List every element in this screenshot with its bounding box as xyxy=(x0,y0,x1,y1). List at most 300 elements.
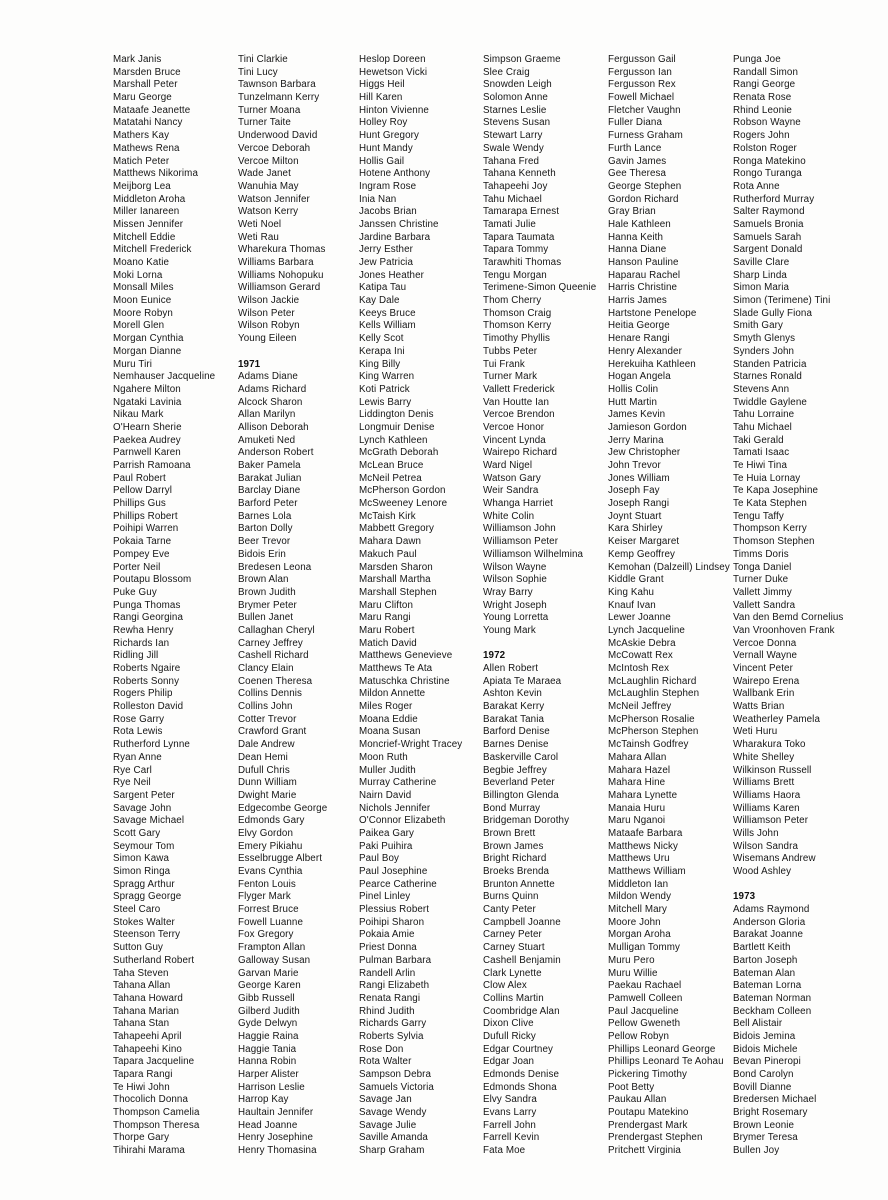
person-name: Poihipi Warren xyxy=(113,523,179,535)
person-name: McIntosh Rex xyxy=(608,663,670,674)
person-name: Dixon Clive xyxy=(483,1018,534,1030)
person-name: Poot Betty xyxy=(608,1081,655,1093)
person-name: Barakat Tania xyxy=(483,713,545,725)
person-name: Maru George xyxy=(113,92,172,104)
person-name: Rangi George xyxy=(733,79,796,91)
person-name: Tahana Kenneth xyxy=(483,168,556,180)
person-name: Matthews William xyxy=(608,866,686,877)
person-name: Vincent Peter xyxy=(733,663,793,674)
person-name: Starnes Ronald xyxy=(733,371,802,383)
person-name: Kara Shirley xyxy=(608,523,663,535)
person-name: McTainsh Godfrey xyxy=(608,739,689,751)
person-name: Lynch Jacqueline xyxy=(608,624,685,636)
person-name: Bateman Alan xyxy=(733,967,796,979)
person-name: Slee Craig xyxy=(483,66,530,78)
person-name: Nikau Mark xyxy=(113,409,164,421)
person-name: Head Joanne xyxy=(238,1119,298,1131)
person-name: Matatahi Nancy xyxy=(113,117,183,129)
person-name: Sharp Linda xyxy=(733,269,787,281)
person-name: McPherson Stephen xyxy=(608,726,699,738)
person-name: Knauf Ivan xyxy=(608,599,656,611)
person-name: Thompson Theresa xyxy=(113,1119,200,1131)
person-name: Hanna Diane xyxy=(608,244,667,256)
person-name: Jacobs Brian xyxy=(359,206,417,218)
person-name: Williamson Wilhelmina xyxy=(483,548,584,560)
person-name: Wharekura Thomas xyxy=(238,244,326,256)
person-name: Harper Alister xyxy=(238,1069,299,1080)
person-name: Ward Nigel xyxy=(483,460,533,471)
person-name: Brunton Annette xyxy=(483,878,555,890)
person-name: Synders John xyxy=(733,345,795,357)
person-name: Rongo Turanga xyxy=(733,168,802,180)
person-name: Rogers Philip xyxy=(113,688,173,700)
person-name: Lewis Barry xyxy=(359,396,412,408)
person-name: Edgar Courtney xyxy=(483,1043,554,1055)
person-name: Keiser Margaret xyxy=(608,536,680,548)
person-name: Pamwell Colleen xyxy=(608,992,683,1004)
person-name: Muru Tiri xyxy=(113,358,153,370)
person-name: Garvan Marie xyxy=(238,967,299,979)
person-name: Tahu Michael xyxy=(483,193,542,205)
person-name: Barakat Kerry xyxy=(483,701,545,713)
year-header: 1973 xyxy=(733,891,756,903)
person-name: Joseph Rangi xyxy=(608,498,670,510)
person-name: Henry Josephine xyxy=(238,1132,314,1144)
person-name: Pellow Darryl xyxy=(113,485,173,497)
person-name: Tahana Allan xyxy=(113,980,171,992)
person-name: Muru Pero xyxy=(608,954,655,966)
person-name: Simpson Graeme xyxy=(483,54,561,65)
name-column-6 xyxy=(733,54,883,1158)
person-name: Priest Donna xyxy=(359,942,417,954)
person-name: Williams Brett xyxy=(733,777,795,789)
person-name: Pearce Catherine xyxy=(359,878,437,890)
person-name: Ngataki Lavinia xyxy=(113,396,182,408)
person-name: Rose Garry xyxy=(113,713,165,725)
person-name: Marshall Martha xyxy=(359,574,431,586)
person-name: Salter Raymond xyxy=(733,206,805,218)
person-name: Ryan Anne xyxy=(113,751,162,763)
person-name: Bright Richard xyxy=(483,853,547,865)
person-name: Beckham Colleen xyxy=(733,1005,812,1017)
person-name: Sutherland Robert xyxy=(113,954,195,966)
person-name: Rangi Elizabeth xyxy=(359,980,430,992)
person-name: Liddington Denis xyxy=(359,409,434,421)
person-name: Brymer Peter xyxy=(238,599,297,611)
person-name: Solomon Anne xyxy=(483,92,548,104)
person-name: Ingram Rose xyxy=(359,180,417,192)
person-name: Allen Robert xyxy=(483,663,539,674)
person-name: Starnes Leslie xyxy=(483,104,547,116)
person-name: Dufull Ricky xyxy=(483,1030,536,1042)
person-name: Nemhauser Jacqueline xyxy=(113,371,216,383)
person-name: Fergusson Ian xyxy=(608,66,672,78)
person-name: Hartstone Penelope xyxy=(608,307,697,319)
person-name: Mildon Annette xyxy=(359,688,426,700)
person-name: O'Connor Elizabeth xyxy=(359,815,446,827)
person-name: Roberts Sonny xyxy=(113,675,180,687)
person-name: Hollis Colin xyxy=(608,383,659,395)
person-name: Bell Alistair xyxy=(733,1018,783,1030)
person-name: Jardine Barbara xyxy=(359,231,431,243)
person-name: Robson Wayne xyxy=(733,117,801,129)
year-header: 1971 xyxy=(238,358,261,370)
person-name: Matthews Nicky xyxy=(608,840,678,852)
person-name: Bredersen Michael xyxy=(733,1094,817,1106)
person-name: Mulligan Tommy xyxy=(608,942,680,954)
person-name: Allison Deborah xyxy=(238,421,309,433)
person-name: Samuels Sarah xyxy=(733,231,802,243)
person-name: Weatherley Pamela xyxy=(733,713,821,725)
person-name: Farrell Kevin xyxy=(483,1132,540,1144)
person-name: Scott Gary xyxy=(113,827,161,839)
person-name: Collins John xyxy=(238,701,293,713)
person-name: Moore John xyxy=(608,916,661,928)
person-name: Wilkinson Russell xyxy=(733,764,812,776)
year-header: 1972 xyxy=(483,650,506,662)
person-name: Ronga Matekino xyxy=(733,155,806,167)
person-name: Roberts Ngaire xyxy=(113,663,181,674)
person-name: Rutherford Lynne xyxy=(113,739,190,751)
person-name: Barakat Joanne xyxy=(733,929,804,941)
person-name: O'Hearn Sherie xyxy=(113,421,182,433)
person-name: Watson Jennifer xyxy=(238,193,310,205)
person-name: Punga Joe xyxy=(733,54,781,65)
person-name: Watts Brian xyxy=(733,701,785,713)
person-name: Carney Peter xyxy=(483,929,542,941)
person-name: Wanuhia May xyxy=(238,180,299,192)
person-name: Taha Steven xyxy=(113,967,169,979)
person-name: Rye Neil xyxy=(113,777,151,789)
person-name: Matthews Uru xyxy=(608,853,670,865)
person-name: Kerapa Ini xyxy=(359,345,405,357)
person-name: Marsden Sharon xyxy=(359,561,433,573)
person-name: Williams Barbara xyxy=(238,257,314,268)
person-name: Sargent Donald xyxy=(733,244,803,256)
person-name: Lynch Kathleen xyxy=(359,434,428,446)
person-name: Collins Martin xyxy=(483,992,544,1004)
person-name: Edmonds Denise xyxy=(483,1069,560,1080)
person-name: Gordon Richard xyxy=(608,193,679,205)
person-name: Stevens Susan xyxy=(483,117,551,129)
person-name: Tahana Marian xyxy=(113,1005,180,1017)
person-name: Broeks Brenda xyxy=(483,866,550,877)
person-name: Stevens Ann xyxy=(733,383,790,395)
person-name: Steenson Terry xyxy=(113,929,181,941)
person-name: Randall Simon xyxy=(733,66,799,78)
person-name: Heitia George xyxy=(608,320,670,332)
person-name: Tawnson Barbara xyxy=(238,79,316,91)
person-name: Moore Robyn xyxy=(113,307,173,319)
name-column-4 xyxy=(483,54,608,1158)
person-name: Hollis Gail xyxy=(359,155,405,167)
person-name: Wilson Sandra xyxy=(733,840,799,852)
person-name: Bredesen Leona xyxy=(238,561,312,573)
person-name: Heslop Doreen xyxy=(359,54,426,65)
person-name: Mataafe Barbara xyxy=(608,827,683,839)
person-name: Matthews Genevieve xyxy=(359,650,453,662)
person-name: Sargent Peter xyxy=(113,789,175,801)
person-name: Tahana Fred xyxy=(483,155,540,167)
person-name: Samuels Bronia xyxy=(733,218,804,230)
person-name: Turner Taite xyxy=(238,117,291,129)
person-name: Twiddle Gaylene xyxy=(733,396,807,408)
person-name: Furth Lance xyxy=(608,142,662,154)
person-name: Paul Josephine xyxy=(359,866,428,877)
person-name: Tahapeehi Kino xyxy=(113,1043,182,1055)
person-name: Ngahere Milton xyxy=(113,383,181,395)
person-name: Van Houtte Ian xyxy=(483,396,550,408)
person-name: Vercoe Milton xyxy=(238,155,299,167)
person-name: Gilberd Judith xyxy=(238,1005,300,1017)
person-name: Hill Karen xyxy=(359,92,403,104)
person-name: McSweeney Lenore xyxy=(359,498,448,510)
person-name: Phillips Gus xyxy=(113,498,166,510)
person-name: Smith Gary xyxy=(733,320,783,332)
person-name: Harris Christine xyxy=(608,282,678,294)
person-name: Middleton Aroha xyxy=(113,193,186,205)
person-name: Gibb Russell xyxy=(238,992,295,1004)
person-name: Savage Jan xyxy=(359,1094,412,1106)
person-name: Cashell Benjamin xyxy=(483,954,561,966)
person-name: Williams Nohopuku xyxy=(238,269,324,281)
person-name: Ridling Jill xyxy=(113,650,159,662)
person-name: Barton Joseph xyxy=(733,954,798,966)
person-name: Prendergast Mark xyxy=(608,1119,688,1131)
person-name: Renata Rangi xyxy=(359,992,421,1004)
person-name: Richards Ian xyxy=(113,637,170,649)
person-name: Turner Duke xyxy=(733,574,789,586)
person-name: Galloway Susan xyxy=(238,954,311,966)
person-name: Williams Haora xyxy=(733,789,801,801)
person-name: Lewer Joanne xyxy=(608,612,671,624)
person-name: Mitchell Eddie xyxy=(113,231,176,243)
person-name: Gray Brian xyxy=(608,206,656,218)
person-name: Tahapeehi April xyxy=(113,1030,182,1042)
person-name: Jamieson Gordon xyxy=(608,421,687,433)
person-name: Jerry Marina xyxy=(608,434,664,446)
person-name: Timothy Phyllis xyxy=(483,333,551,345)
person-name: Wisemans Andrew xyxy=(733,853,816,865)
person-name: Hale Kathleen xyxy=(608,218,671,230)
person-name: Morell Glen xyxy=(113,320,165,332)
person-name: Elvy Sandra xyxy=(483,1094,537,1106)
person-name: McPherson Gordon xyxy=(359,485,446,497)
person-name: Vallett Jimmy xyxy=(733,586,792,598)
person-name: Prendergast Stephen xyxy=(608,1132,703,1144)
person-name: Tarawhiti Thomas xyxy=(483,257,562,268)
person-name: Frampton Allan xyxy=(238,942,306,954)
person-name: Bovill Dianne xyxy=(733,1081,792,1093)
person-name: Vercoe Deborah xyxy=(238,142,311,154)
person-name: Rye Carl xyxy=(113,764,152,776)
person-name: Cashell Richard xyxy=(238,650,309,662)
person-name: Barford Denise xyxy=(483,726,550,738)
person-name: Nichols Jennifer xyxy=(359,802,431,814)
person-name: Brown James xyxy=(483,840,544,852)
person-name: Rota Anne xyxy=(733,180,780,192)
person-name: Barclay Diane xyxy=(238,485,301,497)
person-name: Clark Lynette xyxy=(483,967,542,979)
person-name: Esselbrugge Albert xyxy=(238,853,323,865)
person-name: McAskie Debra xyxy=(608,637,676,649)
name-column-1 xyxy=(113,54,238,1158)
person-name: Jew Christopher xyxy=(608,447,681,459)
person-name: Richards Garry xyxy=(359,1018,427,1030)
person-name: Bateman Lorna xyxy=(733,980,802,992)
person-name: Vincent Lynda xyxy=(483,434,546,446)
person-name: Evans Larry xyxy=(483,1107,537,1119)
person-name: Wilson Wayne xyxy=(483,561,547,573)
person-name: Marsden Bruce xyxy=(113,66,181,78)
person-name: Simon Ringa xyxy=(113,866,171,877)
person-name: Poutapu Matekino xyxy=(608,1107,689,1119)
person-name: Steel Caro xyxy=(113,904,161,916)
person-name: Clow Alex xyxy=(483,980,527,992)
person-name: Holley Roy xyxy=(359,117,408,129)
person-name: Gee Theresa xyxy=(608,168,667,180)
person-name: Randell Arlin xyxy=(359,967,416,979)
person-name: Henare Rangi xyxy=(608,333,670,345)
person-name: Mahara Hazel xyxy=(608,764,671,776)
person-name: Fergusson Rex xyxy=(608,79,676,91)
person-name: Williamson Peter xyxy=(483,536,559,548)
person-name: White Colin xyxy=(483,510,535,522)
person-name: Wade Janet xyxy=(238,168,291,180)
person-name: Hanna Keith xyxy=(608,231,664,243)
person-name: McTaish Kirk xyxy=(359,510,416,522)
person-name: Young Mark xyxy=(483,624,536,636)
person-name: Tahana Howard xyxy=(113,992,183,1004)
person-name: Jones Heather xyxy=(359,269,425,281)
person-name: Timms Doris xyxy=(733,548,789,560)
person-name: Muller Judith xyxy=(359,764,416,776)
person-name: Mahara Hine xyxy=(608,777,666,789)
person-name: Phillips Leonard George xyxy=(608,1043,716,1055)
person-name: Mahara Dawn xyxy=(359,536,422,548)
person-name: Thomson Kerry xyxy=(483,320,552,332)
person-name: Bond Carolyn xyxy=(733,1069,794,1080)
person-name: Henry Thomasina xyxy=(238,1145,317,1157)
person-name: Hanson Pauline xyxy=(608,257,679,268)
person-name: Longmuir Denise xyxy=(359,421,435,433)
person-name: Clancy Elain xyxy=(238,663,294,674)
person-name: Billington Glenda xyxy=(483,789,559,801)
person-name: Paul Robert xyxy=(113,472,166,484)
person-name: Baker Pamela xyxy=(238,460,301,471)
person-name: Turner Moana xyxy=(238,104,301,116)
person-name: Barford Peter xyxy=(238,498,298,510)
person-name: Kemohan (Dalzeill) Lindsey xyxy=(608,561,730,573)
person-name: Joseph Fay xyxy=(608,485,660,497)
person-name: Punga Thomas xyxy=(113,599,181,611)
person-name: Pellow Gweneth xyxy=(608,1018,681,1030)
person-name: Fergusson Gail xyxy=(608,54,676,65)
person-name: Van Vroonhoven Frank xyxy=(733,624,835,636)
person-name: Barnes Denise xyxy=(483,739,549,751)
person-name: Matich Peter xyxy=(113,155,170,167)
person-name: Wills John xyxy=(733,827,779,839)
person-name: Poutapu Blossom xyxy=(113,574,192,586)
person-name: Fuller Diana xyxy=(608,117,663,129)
person-name: Simon Maria xyxy=(733,282,790,294)
person-name: Hotene Anthony xyxy=(359,168,431,180)
person-name: Tini Clarkie xyxy=(238,54,288,65)
person-name: Brown Leonie xyxy=(733,1119,795,1131)
person-name: Tahana Stan xyxy=(113,1018,170,1030)
person-name: Smyth Glenys xyxy=(733,333,796,345)
person-name: John Trevor xyxy=(608,460,661,471)
person-name: Thorpe Gary xyxy=(113,1132,170,1144)
person-name: Williamson John xyxy=(483,523,556,535)
person-name: Kelly Scot xyxy=(359,333,404,345)
person-name: Elvy Gordon xyxy=(238,827,294,839)
person-name: Savage Julie xyxy=(359,1119,417,1131)
person-name: Te Kapa Josephine xyxy=(733,485,819,497)
person-name: Rota Lewis xyxy=(113,726,163,738)
person-name: Simon (Terimene) Tini xyxy=(733,295,831,307)
person-name: Keeys Bruce xyxy=(359,307,416,319)
person-name: Hinton Vivienne xyxy=(359,104,429,116)
person-name: Anderson Gloria xyxy=(733,916,806,928)
person-name: Fox Gregory xyxy=(238,929,294,941)
person-name: Vallett Frederick xyxy=(483,383,555,395)
person-name: Plessius Robert xyxy=(359,904,430,916)
person-name: Moon Eunice xyxy=(113,295,172,307)
person-name: Phillips Robert xyxy=(113,510,178,522)
person-name: Tamati Julie xyxy=(483,218,536,230)
person-name: Kiddle Grant xyxy=(608,574,664,586)
person-name: Edgar Joan xyxy=(483,1056,535,1068)
person-name: Carney Jeffrey xyxy=(238,637,303,649)
person-name: Stewart Larry xyxy=(483,130,543,142)
person-name: Pompey Eve xyxy=(113,548,170,560)
person-name: McLaughlin Richard xyxy=(608,675,697,687)
person-name: Campbell Joanne xyxy=(483,916,561,928)
person-name: Katipa Tau xyxy=(359,282,407,294)
person-name: Rangi Georgina xyxy=(113,612,184,624)
person-name: Dale Andrew xyxy=(238,739,295,751)
person-name: Dunn William xyxy=(238,777,297,789)
person-name: Furness Graham xyxy=(608,130,683,142)
person-name: Rhind Leonie xyxy=(733,104,792,116)
person-name: Wharakura Toko xyxy=(733,739,806,751)
person-name: Bidois Jemina xyxy=(733,1030,796,1042)
person-name: Tini Lucy xyxy=(238,66,278,78)
person-name: Bullen Janet xyxy=(238,612,294,624)
person-name: McNeil Jeffrey xyxy=(608,701,672,713)
person-name: Underwood David xyxy=(238,130,318,142)
person-name: Rutherford Murray xyxy=(733,193,815,205)
person-name: Barton Dolly xyxy=(238,523,293,535)
person-name: Miles Roger xyxy=(359,701,413,713)
person-name: Fowell Michael xyxy=(608,92,675,104)
person-name: Watson Kerry xyxy=(238,206,299,218)
person-name: Tapara Rangi xyxy=(113,1069,173,1080)
name-column-2 xyxy=(238,54,359,1158)
person-name: Dean Hemi xyxy=(238,751,288,763)
person-name: King Warren xyxy=(359,371,415,383)
person-name: Paul Boy xyxy=(359,853,400,865)
person-name: Te Hiwi John xyxy=(113,1081,170,1093)
person-name: Sutton Guy xyxy=(113,942,164,954)
person-name: Joynt Stuart xyxy=(608,510,662,522)
person-name: Haggie Tania xyxy=(238,1043,297,1055)
person-name: White Shelley xyxy=(733,751,795,763)
person-name: Tengu Taffy xyxy=(733,510,784,522)
person-name: Adams Richard xyxy=(238,383,307,395)
person-name: Barakat Julian xyxy=(238,472,302,484)
